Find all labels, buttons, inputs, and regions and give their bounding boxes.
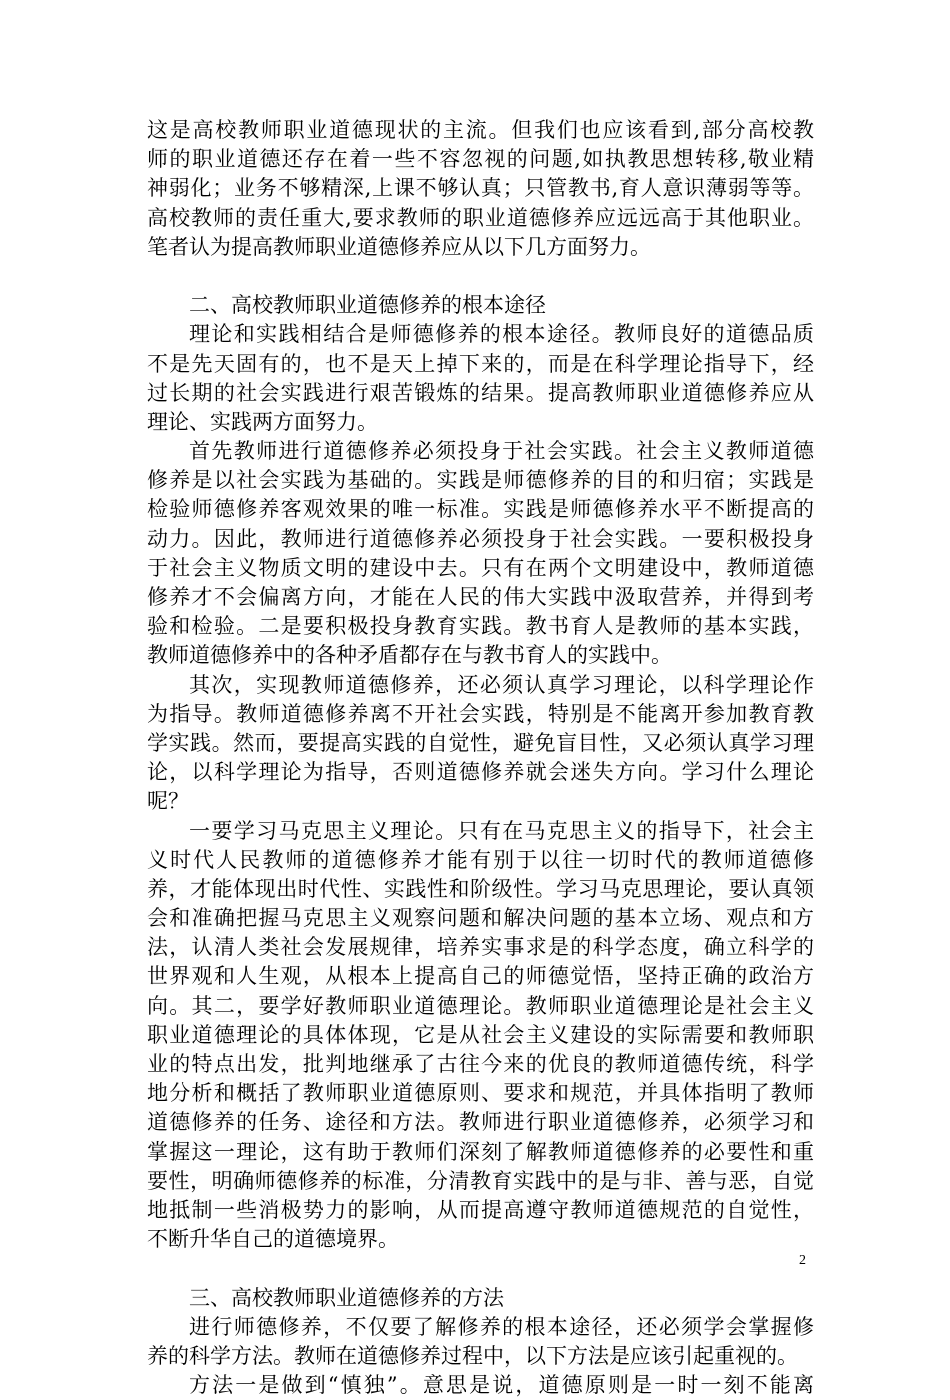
text-line: 笔者认为提高教师职业道德修养应从以下几方面努力。: [147, 234, 651, 259]
text-line: 会和准确把握马克思主义观察问题和解决问题的基本立场、观点和方: [147, 906, 814, 931]
text-line: 动力。因此，教师进行道德修养必须投身于社会实践。一要积极投身: [147, 526, 814, 551]
text-line: 首先教师进行道德修养必须投身于社会实践。社会主义教师道德: [189, 439, 814, 464]
section-heading: [147, 1284, 814, 1313]
text-line: 进行师德修养，不仅要了解修养的根本途径，还必须学会掌握修: [189, 1314, 814, 1339]
paragraph: [147, 116, 814, 262]
text-line: 验和检验。二是要积极投身教育实践。教书育人是教师的基本实践，: [147, 614, 814, 639]
text-line: 为指导。教师道德修养离不开社会实践，特别是不能离开参加教育教: [147, 701, 814, 726]
text-line: 高校教师的责任重大,要求教师的职业道德修养应远远高于其他职业。: [147, 205, 814, 230]
text-line: 养，才能体现出时代性、实践性和阶级性。学习马克思理论，要认真领: [147, 876, 814, 901]
paragraph: [147, 1371, 814, 1400]
text-line: 这是高校教师职业道德现状的主流。但我们也应该看到,部分高校教: [147, 118, 814, 142]
text-line: 理论和实践相结合是师德修养的根本途径。教师良好的道德品质: [189, 322, 814, 347]
text-line: 理论、实践两方面努力。: [147, 409, 378, 434]
text-line: 地分析和概括了教师职业道德原则、要求和规范，并具体指明了教师: [147, 1081, 814, 1106]
text-line: 不是先天固有的，也不是天上掉下来的，而是在科学理论指导下，经: [147, 351, 814, 376]
text-line: 养的科学方法。教师在道德修养过程中，以下方法是应该引起重视的。: [147, 1343, 798, 1368]
text-line: 修养才不会偏离方向，才能在人民的伟大实践中汲取营养，并得到考: [147, 585, 814, 609]
page-number: 2: [799, 1253, 806, 1268]
paragraph: [147, 320, 814, 437]
text-line: 检验师德修养客观效果的唯一标准。实践是师德修养水平不断提高的: [147, 497, 814, 522]
text-line: 学实践。然而，要提高实践的自觉性，避免盲目性，又必须认真学习理: [147, 730, 814, 755]
text-line: 呢？: [147, 789, 189, 814]
paragraph: [147, 1313, 814, 1371]
text-line: 二、高校教师职业道德修养的根本途径: [189, 293, 546, 318]
text-line: 掌握这一理论，这有助于教师们深刻了解教师道德修养的必要性和重: [147, 1139, 814, 1164]
text-line: 修养是以社会实践为基础的。实践是师德修养的目的和归宿；实践是: [147, 468, 814, 493]
text-line: 方法一是做到“慎独”。意思是说，道德原则是一时一刻不能离: [189, 1373, 814, 1398]
text-line: 于社会主义物质文明的建设中去。只有在两个文明建设中，教师道德: [147, 555, 814, 580]
text-line: 神弱化；业务不够精深,上课不够认真；只管教书,育人意识薄弱等等。: [147, 176, 814, 201]
text-line: 法，认清人类社会发展规律，培养实事求是的科学态度，确立科学的: [147, 935, 814, 960]
blank-line: [147, 262, 814, 291]
document-page: [147, 116, 814, 1400]
text-line: 其次，实现教师道德修养，还必须认真学习理论，以科学理论作: [189, 672, 814, 697]
text-line: 一要学习马克思主义理论。只有在马克思主义的指导下，社会主: [189, 818, 814, 843]
section-heading: [147, 291, 814, 320]
text-line: 教师道德修养中的各种矛盾都存在与教书育人的实践中。: [147, 643, 672, 668]
text-line: 道德修养的任务、途径和方法。教师进行职业道德修养，必须学习和: [147, 1110, 814, 1135]
text-line: 过长期的社会实践进行艰苦锻炼的结果。提高教师职业道德修养应从: [147, 380, 814, 405]
paragraph: [147, 817, 814, 1255]
paragraph: [147, 671, 814, 817]
text-line: 不断升华自己的道德境界。: [147, 1227, 399, 1252]
text-line: 要性，明确师德修养的标准，分清教育实践中的是与非、善与恶，自觉: [147, 1168, 814, 1193]
text-line: 三、高校教师职业道德修养的方法: [189, 1285, 504, 1310]
text-line: 业的特点出发，批判地继承了古往今来的优良的教师道德传统，科学: [147, 1052, 814, 1076]
text-line: 地抵制一些消极势力的影响，从而提高遵守教师道德规范的自觉性，: [147, 1197, 814, 1222]
text-line: 世界观和人生观，从根本上提高自己的师德觉悟，坚持正确的政治方: [147, 964, 814, 989]
text-line: 论，以科学理论为指导，否则道德修养就会迷失方向。学习什么理论: [147, 760, 814, 785]
text-line: 向。其二，要学好教师职业道德理论。教师职业道德理论是社会主义: [147, 993, 814, 1018]
text-line: 师的职业道德还存在着一些不容忽视的问题,如执教思想转移,敬业精: [147, 147, 814, 172]
paragraph: [147, 437, 814, 671]
blank-line: [147, 1254, 814, 1283]
text-line: 义时代人民教师的道德修养才能有别于以往一切时代的教师道德修: [147, 847, 814, 872]
text-line: 职业道德理论的具体体现，它是从社会主义建设的实际需要和教师职: [147, 1022, 814, 1047]
